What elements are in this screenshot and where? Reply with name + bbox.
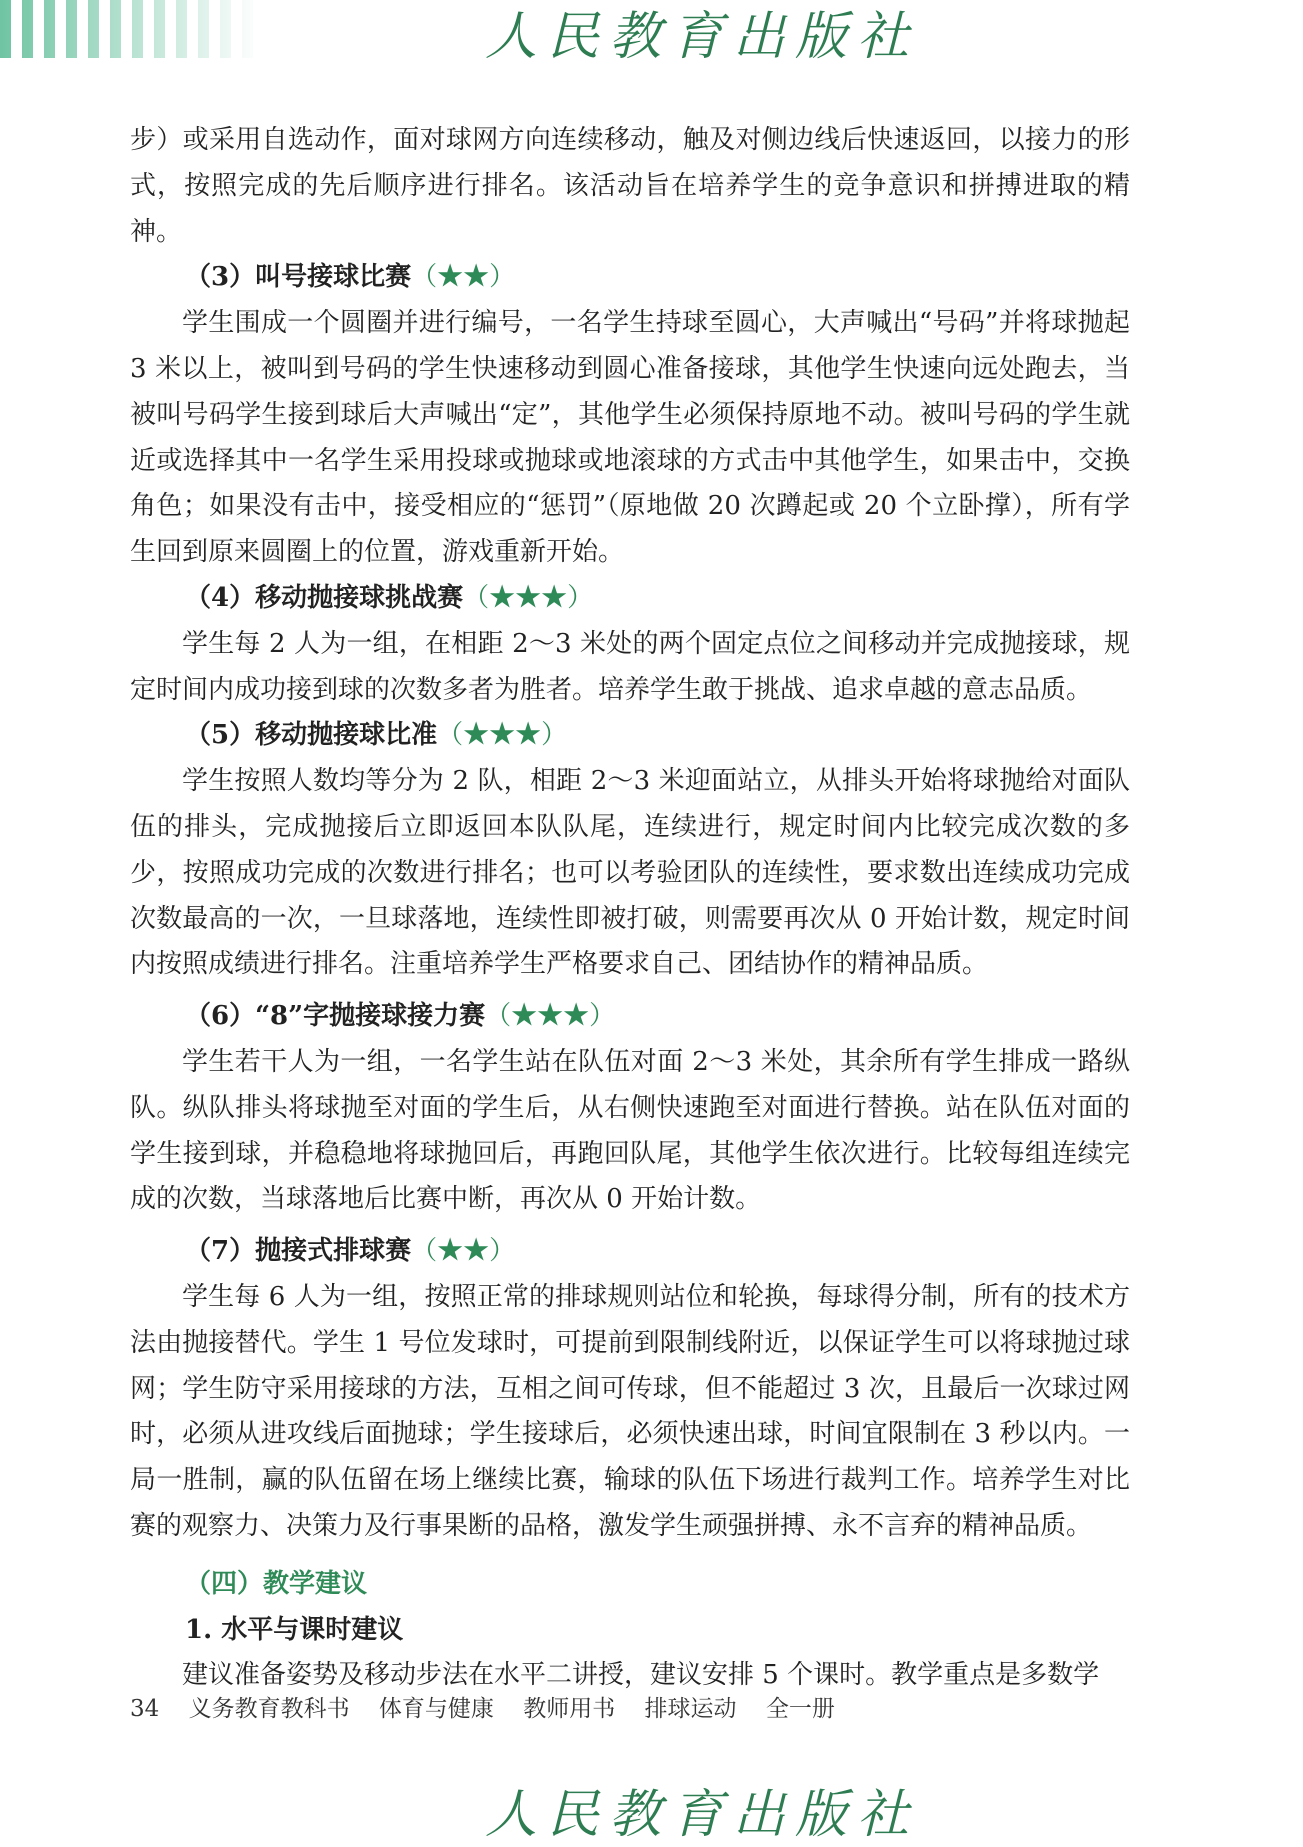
heading-game-7 bbox=[130, 1229, 1130, 1275]
page-content bbox=[130, 118, 1130, 1699]
heading-text: （3）叫号接球比赛 bbox=[185, 262, 412, 293]
header-stripes-decoration bbox=[0, 0, 260, 58]
publisher-logo-bottom: 人民教育出版社 bbox=[485, 1785, 920, 1845]
difficulty-stars: （★★★） bbox=[437, 720, 568, 751]
difficulty-stars: （★★★） bbox=[485, 1001, 616, 1032]
paragraph-game-6: 学生若干人为一组，一名学生站在队伍对面 2～3 米处，其余所有学生排成一路纵队。纵队排头将球抛至对面的学生后，从右侧快速跑至对面进行替换。站在队伍对面的学生接到球，并稳稳地将球抛回后，再跑回队尾，其他学生依次进行。比较每组连续完成的次数，当球落地后比赛中断，再次从 0 开始计数。 bbox=[130, 1046, 1130, 1215]
paragraph-last: 建议准备姿势及移动步法在水平二讲授，建议安排 5 个课时。教学重点是多数学 bbox=[182, 1660, 1100, 1691]
paragraph-game-5: 学生按照人数均等分为 2 队，相距 2～3 米迎面站立，从排头开始将球抛给对面队伍的排头，完成抛接后立即返回本队队尾，连续进行，规定时间内比较完成次数的多少，按照成功完成的次数进行排名；也可以考验团队的连续性，要求数出连续成功完成次数最高的一次，一旦球落地，连续性即被打破，则需要再次从 0 开始计数，规定时间内按照成绩进行排名。注重培养学生严格要求自己、团结协作的精神品质。 bbox=[130, 766, 1130, 980]
heading-game-5 bbox=[130, 713, 1130, 759]
publisher-logo-top: 人民教育出版社 bbox=[485, 7, 920, 67]
page-footer bbox=[130, 1690, 857, 1723]
heading-text: （5）移动抛接球比准 bbox=[185, 720, 438, 751]
footer-series: 义务教育教科书 bbox=[188, 1696, 350, 1722]
heading-game-3 bbox=[130, 255, 1130, 301]
difficulty-stars: （★★★） bbox=[463, 582, 594, 613]
paragraph-game-7: 学生每 6 人为一组，按照正常的排球规则站位和轮换，每球得分制，所有的技术方法由抛接替代。学生 1 号位发球时，可提前到限制线附近，以保证学生可以将球抛过球网；学生防守采用接球的方法，互相之间可传球，但不能超过 3 次，且最后一次球过网时，必须从进攻线后面抛球；学生接球后，必须快速出球，时间宜限制在 3 秒以内。一局一胜制，赢的队伍留在场上继续比赛，输球的队伍下场进行裁判工作。培养学生对比赛的观察力、决策力及行事果断的品格，激发学生顽强拼搏、永不言弃的精神品质。 bbox=[130, 1281, 1130, 1541]
paragraph-continued: 步）或采用自选动作，面对球网方向连续移动，触及对侧边线后快速返回，以接力的形式，按照完成的先后顺序进行排名。该活动旨在培养学生的竞争意识和拼搏进取的精神。 bbox=[130, 125, 1130, 247]
page-number: 34 bbox=[130, 1696, 160, 1722]
section-heading: （四）教学建议 bbox=[185, 1568, 368, 1599]
footer-book-type: 教师用书 bbox=[523, 1696, 616, 1722]
heading-text: （6）“8”字抛接球接力赛 bbox=[185, 1001, 486, 1032]
heading-text: （7）抛接式排球赛 bbox=[185, 1236, 412, 1267]
heading-game-4 bbox=[130, 576, 1130, 622]
footer-volume: 全一册 bbox=[765, 1696, 835, 1722]
difficulty-stars: （★★） bbox=[411, 262, 516, 293]
paragraph-game-4: 学生每 2 人为一组，在相距 2～3 米处的两个固定点位之间移动并完成抛接球，规定时间内成功接到球的次数多者为胜者。培养学生敢于挑战、追求卓越的意志品质。 bbox=[130, 628, 1130, 705]
paragraph-game-3: 学生围成一个圆圈并进行编号，一名学生持球至圆心，大声喊出“号码”并将球抛起 3 米以上，被叫到号码的学生快速移动到圆心准备接球，其他学生快速向远处跑去，当被叫号码学生接到球后大声喊出“定”，其他学生必须保持原地不动。被叫号码的学生就近或选择其中一名学生采用投球或抛球或地滚球的方式击中其他学生，如果击中，交换角色；如果没有击中，接受相应的“惩罚”（原地做 20 次蹲起或 20 个立卧撑），所有学生回到原来圆圈上的位置，游戏重新开始。 bbox=[130, 308, 1130, 568]
footer-topic: 排球运动 bbox=[644, 1696, 737, 1722]
footer-subject: 体育与健康 bbox=[378, 1696, 494, 1722]
heading-game-6 bbox=[130, 994, 1130, 1040]
heading-text: （4）移动抛接球挑战赛 bbox=[185, 582, 464, 613]
subsection-heading: 1. 水平与课时建议 bbox=[185, 1614, 404, 1645]
difficulty-stars: （★★） bbox=[411, 1236, 516, 1267]
